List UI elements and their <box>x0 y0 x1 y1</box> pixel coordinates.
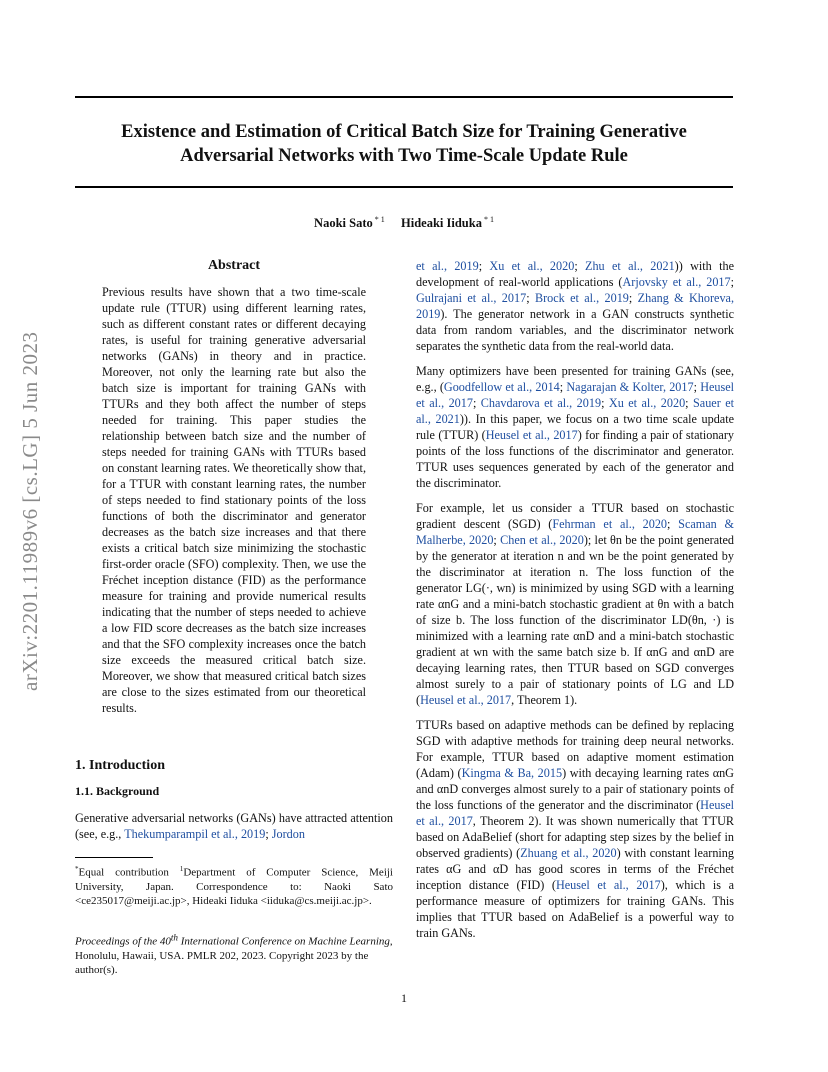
author-affiliation-mark: * 1 <box>374 215 385 224</box>
author-name: Naoki Sato <box>314 216 373 231</box>
intro-paragraph-2: Many optimizers have been presented for training GANs (see, e.g., (Goodfellow et al., 2014; Nagarajan & Kolter, 2017; Heusel et al., 2017; Chavdarova et al., 2019; Xu et al., 2020; Sauer et al., 2021)). In this paper, we focus on a two time scale update rule (TTUR) (Heusel et al., 2017) for finding a pair of stationary points of the loss functions of the discriminator and generator. TTUR uses sequences generated by each of the generator and the discriminator. <box>416 364 735 490</box>
citation-link[interactable]: Zhang & Khoreva, 2019 <box>416 291 735 321</box>
title-top-rule <box>75 96 733 98</box>
right-column <box>416 258 734 950</box>
citation-link[interactable]: Thekumparampil et al., 2019 <box>124 827 266 841</box>
citation-link[interactable]: Zhu et al., 2021 <box>585 259 675 273</box>
citation-link[interactable]: Heusel et al., 2017 <box>416 798 734 828</box>
citation-link[interactable]: Heusel et al., 2017 <box>420 693 512 707</box>
title-line-2: Adversarial Networks with Two Time-Scale Update Rule <box>180 146 628 166</box>
citation-link[interactable]: Nagarajan & Kolter, 2017 <box>566 380 694 394</box>
citation-link[interactable]: Kingma & Ba, 2015 <box>461 766 563 780</box>
author-list <box>75 215 733 231</box>
abstract-text: Previous results have shown that a two time-scale update rule (TTUR) using different learning rates, such as different constant rates or different decaying rates, is useful for training generative adversarial networks (GANs) in theory and in practice. Moreover, not only the learning rate but also the batch size is important for training GANs with TTURs and they both affect the number of steps needed for training. This paper studies the relationship between batch size and the number of steps needed for training GANs with TTURs based on constant learning rates. We theoretically show that, for a TTUR with constant learning rates, the number of steps needed to find stationary points of the loss functions of both the discriminator and generator decreases as the batch size increases and that there exists a critical batch size minimizing the stochastic first-order oracle (SFO) complexity. Then, we use the Fréchet inception distance (FID) as the performance measure for training and provide numerical results indicating that the number of steps needed to achieve a low FID score decreases as the batch size increases and that the SFO complexity increases once the batch size exceeds the measured critical batch size. Moreover, we show that measured critical batch sizes are close to the sizes estimated from our theoretical results. <box>102 285 366 715</box>
citation-link[interactable]: Sauer et al., 2021 <box>416 396 734 426</box>
citation-link[interactable]: Jordon <box>271 827 305 841</box>
citation-link[interactable]: Chen et al., 2020 <box>500 533 584 547</box>
citation-link[interactable]: Brock et al., 2019 <box>534 291 629 305</box>
title-bottom-rule <box>75 186 733 188</box>
citation-link[interactable]: Fehrman et al., 2020 <box>552 517 668 531</box>
citation-link[interactable]: Arjovsky et al., 2017 <box>622 275 731 289</box>
author-name: Hideaki Iiduka <box>401 216 482 231</box>
citation-link[interactable]: Scaman & Malherbe, 2020 <box>416 517 734 547</box>
paper-title <box>75 120 733 168</box>
citation-link[interactable]: Xu et al., 2020 <box>608 396 686 410</box>
section-heading-introduction: 1. Introduction <box>75 758 165 773</box>
proceedings-note: Proceedings of the 40th International Conference on Machine Learning, Honolulu, Hawaii, USA. PMLR 202, 2023. Copyright 2023 by the author(s). <box>75 932 393 976</box>
citation-link[interactable]: Goodfellow et al., 2014 <box>443 380 560 394</box>
title-line-1: Existence and Estimation of Critical Batch Size for Training Generative <box>121 122 687 142</box>
author-affiliation-mark: * 1 <box>483 215 494 224</box>
citation-link[interactable]: Chavdarova et al., 2019 <box>480 396 602 410</box>
citation-link[interactable]: Heusel et al., 2017 <box>555 878 661 892</box>
page-number: 1 <box>401 991 407 1005</box>
citation-link[interactable]: Zhuang et al., 2020 <box>520 846 617 860</box>
citation-link[interactable]: et al., 2019 <box>416 259 479 273</box>
left-column <box>75 258 393 842</box>
abstract-heading: Abstract <box>207 258 261 273</box>
citation-link[interactable]: Gulrajani et al., 2017 <box>416 291 527 305</box>
arxiv-side-stamp: arXiv:2201.11989v6 [cs.LG] 5 Jun 2023 <box>18 331 42 691</box>
intro-paragraph-left: Generative adversarial networks (GANs) have attracted attention (see, e.g., Thekumparampil et al., 2019; Jordon <box>75 811 393 841</box>
citation-link[interactable]: Heusel et al., 2017 <box>416 380 735 410</box>
intro-paragraph-4: TTURs based on adaptive methods can be defined by replacing SGD with adaptive methods for training deep neural networks. For example, TTUR based on adaptive moment estimation (Adam) (Kingma & Ba, 2015) with decaying learning rates αnG and αnD converges almost surely to a pair of stationary points of the loss functions of the generator and the discriminator (Heusel et al., 2017, Theorem 2). It was shown numerically that TTUR based on AdaBelief (short for adapting step sizes by the belief in observed gradients) (Zhuang et al., 2020) with constant learning rates αG and αD has good scores in terms of the Fréchet inception distance (FID) (Heusel et al., 2017), which is a performance measure of optimizers for training GANs. This implies that TTUR based on AdaBelief is a powerful way to train GANs. <box>416 718 735 940</box>
intro-paragraph-3: For example, let us consider a TTUR based on stochastic gradient descent (SGD) (Fehrman et al., 2020; Scaman & Malherbe, 2020; Chen et al., 2020); let θn be the point generated by the generator at iteration n and wn be the point generated by the discriminator at iteration n. The loss function of the generator LG(·, wn) is minimized by using SGD with a learning rate αnG and a mini-batch stochastic gradient at θn with a batch of size b. The loss function of the discriminator LD(θn, ·) is minimized with a learning rate αnD and a mini-batch stochastic gradient at wn with the same batch size b. If αnG and αnD are decaying learning rates, then TTUR based on SGD converges almost surely to a pair of stationary points of LG and LD (Heusel et al., 2017, Theorem 1). <box>416 501 734 707</box>
subsection-heading-background: 1.1. Background <box>75 784 160 798</box>
citation-link[interactable]: Xu et al., 2020 <box>489 259 575 273</box>
footnote: *Equal contribution $^1$Department of Computer Science, Meiji University, Japan. Correspondence to: Naoki Sato <ce235017@meiji.ac.jp>, Hideaki Iiduka <iiduka@cs.meiji.ac.jp>. <box>75 865 393 907</box>
intro-paragraph-1: et al., 2019; Xu et al., 2020; Zhu et al., 2021)) with the development of real-world applications (Arjovsky et al., 2017; Gulrajani et al., 2017; Brock et al., 2019; Zhang & Khoreva, 2019). The generator network in a GAN constructs synthetic data from random variables, and the discriminator network separates the synthetic data from the real-world data. <box>416 259 735 353</box>
footnote-rule <box>75 857 153 858</box>
citation-link[interactable]: Heusel et al., 2017 <box>485 428 578 442</box>
